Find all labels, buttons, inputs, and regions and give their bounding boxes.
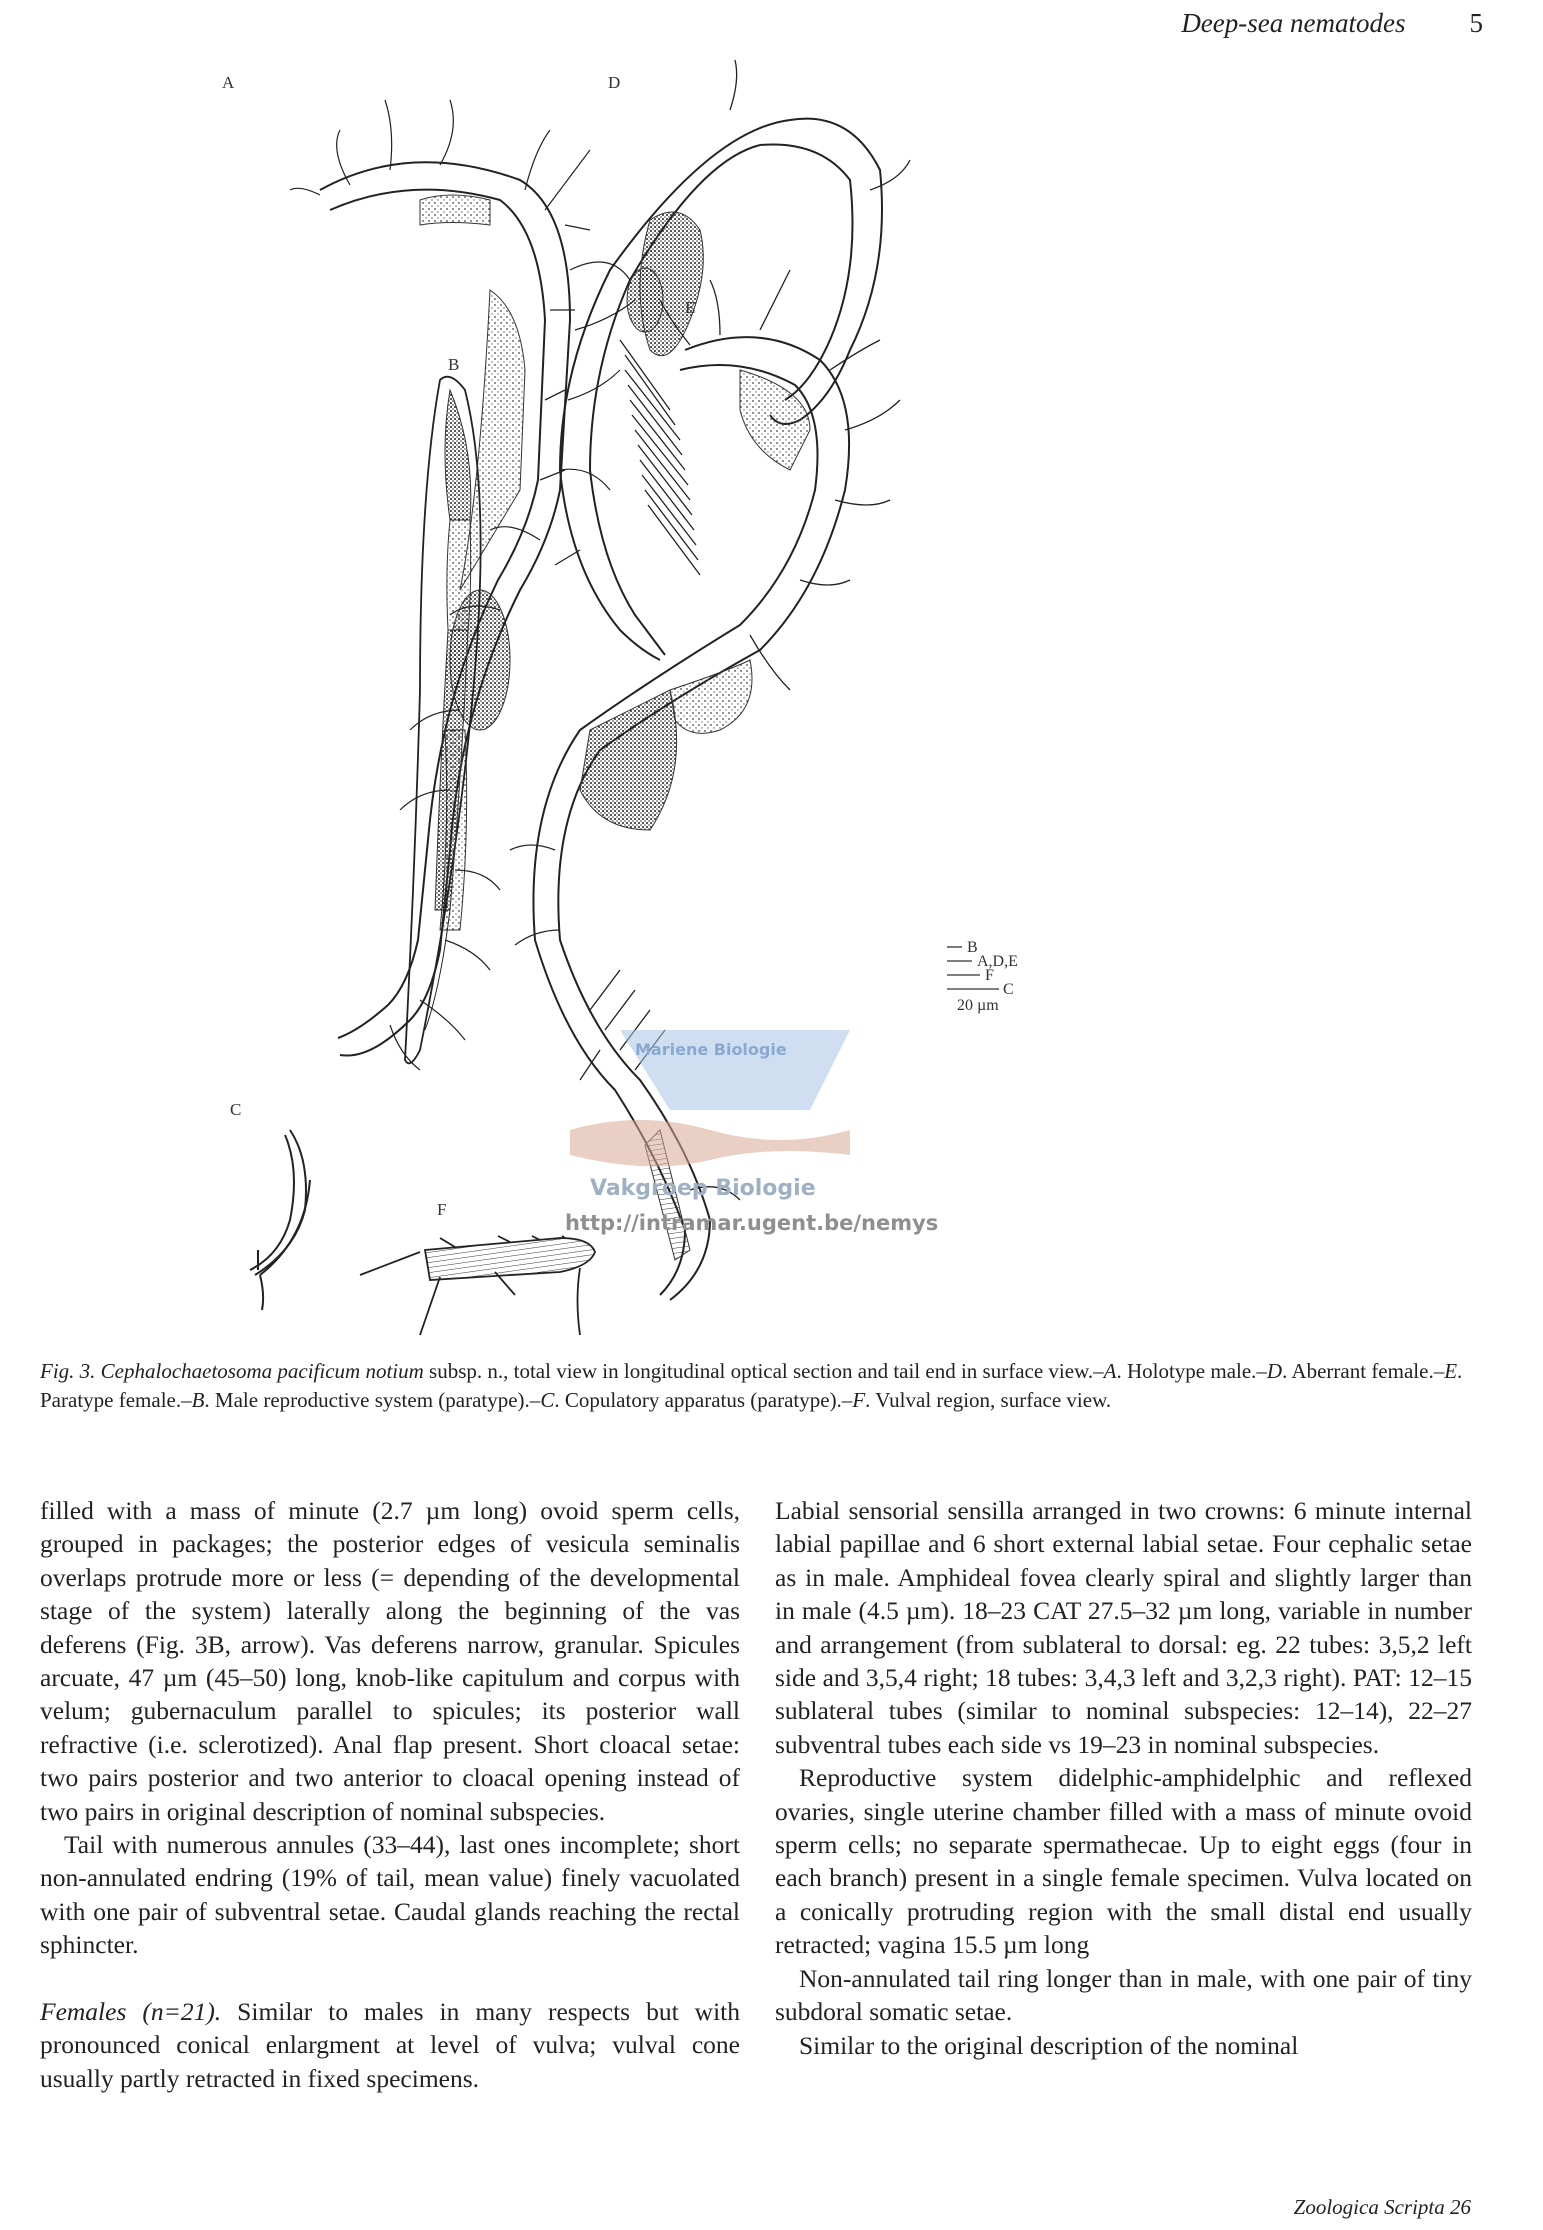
running-title: Deep-sea nematodes <box>1181 8 1406 38</box>
caption-text-b: . Male reproductive system (paratype).– <box>204 1388 541 1412</box>
caption-ref-b: B <box>191 1388 205 1412</box>
caption-text-f: . Vulval region, surface view. <box>865 1388 1112 1412</box>
panel-label-a: A <box>222 73 235 92</box>
caption-text-d: . Aberrant female.– <box>1282 1359 1445 1383</box>
scale-unit: 20 µm <box>957 997 999 1014</box>
scale-label-c: C <box>1003 981 1014 998</box>
journal-footer: Zoologica Scripta 26 <box>1293 2195 1471 2219</box>
paragraph: filled with a mass of minute (2.7 µm long) ovoid sperm cells, grouped in packages; the posterior edges of vesicula seminalis overlaps protrude more or less (= depending of the developmental stage of the system) laterally along the beginning of the vas deferens (Fig. 3B, arrow). Vas deferens narrow, granular. Spicules arcuate, 47 µm (45–50) long, knob-like capitulum and corpus with velum; gubernaculum parallel to spicules; its posterior wall refractive (i.e. sclerotized). Anal flap present. Short cloacal setae: two pairs posterior and two anterior to cloacal opening instead of two pairs in original description of nominal subspecies. <box>40 1496 740 1826</box>
paragraph-text: Similar to males in many respects but with pronounced conical enlargment at level of vulva; vulval cone usually partly retracted in fixed specimens. <box>40 1996 740 2093</box>
panel-label-c: C <box>230 1100 242 1119</box>
watermark-logo-red <box>570 1120 850 1166</box>
panel-d-drawing <box>540 60 910 660</box>
paragraph: Non-annulated tail ring longer than in male, with one pair of tiny subdoral somatic setae. <box>775 1963 1472 2027</box>
panel-f-drawing <box>360 1236 595 1335</box>
caption-text-a: . Holotype male.– <box>1116 1359 1267 1383</box>
caption-text-e: . Paratype female.– <box>40 1359 1463 1412</box>
figure-drawing <box>222 70 1490 1340</box>
watermark <box>565 1030 938 1235</box>
body-column-left <box>40 1494 740 2095</box>
caption-ref-a: A <box>1103 1359 1117 1383</box>
panel-label-e: E <box>685 298 696 317</box>
watermark-line1: Mariene Biologie <box>635 1040 787 1059</box>
page-number: 5 <box>1469 8 1483 38</box>
caption-fig-number: Fig. 3. <box>40 1359 96 1383</box>
caption-text: subsp. n., total view in longitudinal optical section and tail end in surface view.– <box>423 1359 1104 1383</box>
paragraph-females <box>40 1995 740 2095</box>
running-head <box>1181 8 1483 39</box>
figure-caption <box>40 1357 1500 1415</box>
caption-ref-c: C <box>540 1388 555 1412</box>
body-column-right <box>775 1494 1472 2062</box>
panel-c-drawing <box>250 1130 310 1310</box>
figure-3 <box>222 70 1490 1340</box>
paragraph: Labial sensorial sensilla arranged in two crowns: 6 minute internal labial papillae and 6 short external labial setae. Four cephalic setae as in male. Amphideal fovea clearly spiral and slightly larger than in male (4.5 µm). 18–23 CAT 27.5–32 µm long, variable in number and arrangement (from sublateral to dorsal: eg. 22 tubes: 3,5,2 left side and 3,5,4 right; 18 tubes: 3,4,3 left and 3,2,3 right). PAT: 12–15 sublateral tubes (similar to nominal subspecies: 12–14), 22–27 subventral tubes each side vs 19–23 in nominal subspecies. <box>775 1496 1472 1759</box>
paragraph: Similar to the original description of the nominal <box>799 2030 1299 2060</box>
watermark-url: http://intramar.ugent.be/nemys <box>565 1211 939 1235</box>
paragraph: Reproductive system didelphic-amphidelphic and reflexed ovaries, single uterine chamber filled with a mass of minute ovoid sperm cells; no separate spermathecae. Up to eight eggs (four in each branch) present in a single female specimen. Vulva located on a conically protruding region with the small distal end usually retracted; vagina 15.5 µm long <box>775 1763 1472 1960</box>
panel-label-f: F <box>437 1200 447 1219</box>
scale-label-b: B <box>967 939 978 956</box>
panel-label-b: B <box>448 355 460 374</box>
caption-text-c: . Copulatory apparatus (paratype).– <box>554 1388 853 1412</box>
section-heading-females: Females (n=21). <box>40 1996 222 2026</box>
caption-ref-f: F <box>852 1388 866 1412</box>
paragraph: Tail with numerous annules (33–44), last ones incomplete; short non-annulated endring (19% of tail, mean value) finely vacuolated with one pair of subventral setae. Caudal glands reaching the rectal sphincter. <box>40 1830 740 1960</box>
scale-bar-legend <box>947 939 1018 1014</box>
scale-label-f: F <box>985 967 994 984</box>
watermark-line2: Vakgroep Biologie <box>590 1176 816 1201</box>
caption-ref-d: D <box>1266 1359 1283 1383</box>
scale-label-ade: A,D,E <box>977 953 1018 970</box>
caption-species: Cephalochaetosoma pacificum notium <box>100 1359 424 1383</box>
panel-label-d: D <box>608 73 621 92</box>
caption-ref-e: E <box>1444 1359 1458 1383</box>
